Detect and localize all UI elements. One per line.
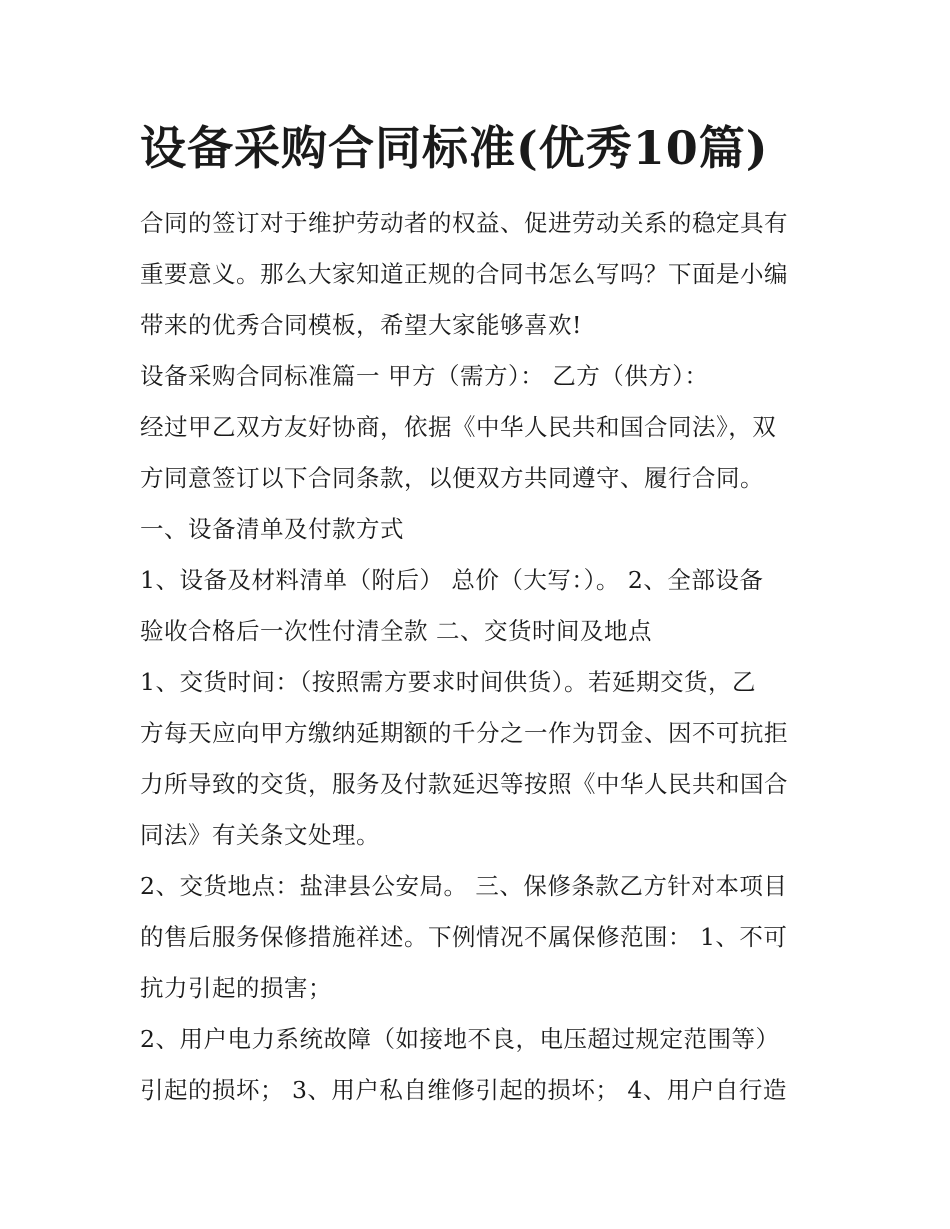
document-title: 设备采购合同标准(优秀10篇) bbox=[140, 121, 769, 175]
body-line: 2、交货地点：盐津县公安局。 三、保修条款乙方针对本项目 bbox=[140, 872, 788, 900]
body-line: 的售后服务保修措施祥述。下例情况不属保修范围： 1、不可 bbox=[140, 923, 788, 951]
body-line: 方每天应向甲方缴纳延期额的千分之一作为罚金、因不可抗拒 bbox=[140, 719, 788, 747]
body-line: 验收合格后一次性付清全款 二、交货时间及地点 bbox=[140, 617, 652, 645]
body-line: 合同的签订对于维护劳动者的权益、促进劳动关系的稳定具有 bbox=[140, 209, 788, 237]
body-line: 同法》有关条文处理。 bbox=[140, 821, 380, 849]
document-body bbox=[140, 198, 820, 1116]
body-line: 重要意义。那么大家知道正规的合同书怎么写吗？下面是小编 bbox=[140, 260, 788, 288]
body-line: 1、交货时间：（按照需方要求时间供货）。若延期交货，乙 bbox=[140, 668, 756, 696]
body-line: 2、用户电力系统故障（如接地不良，电压超过规定范围等） bbox=[140, 1025, 780, 1053]
body-line: 力所导致的交货，服务及付款延迟等按照《中华人民共和国合 bbox=[140, 770, 788, 798]
body-line: 经过甲乙双方友好协商，依据《中华人民共和国合同法》，双 bbox=[140, 413, 777, 441]
body-line: 引起的损坏； 3、用户私自维修引起的损坏； 4、用户自行造 bbox=[140, 1076, 787, 1104]
body-line: 带来的优秀合同模板，希望大家能够喜欢! bbox=[140, 311, 582, 339]
section-heading: 一、设备清单及付款方式 bbox=[140, 515, 404, 543]
body-line: 方同意签订以下合同条款，以便双方共同遵守、履行合同。 bbox=[140, 464, 764, 492]
body-line: 抗力引起的损害； bbox=[140, 974, 332, 1002]
body-line: 设备采购合同标准篇一 甲方（需方）： 乙方（供方）： bbox=[140, 362, 709, 390]
body-line: 1、设备及材料清单（附后） 总价（大写：）。 2、全部设备 bbox=[140, 566, 764, 594]
